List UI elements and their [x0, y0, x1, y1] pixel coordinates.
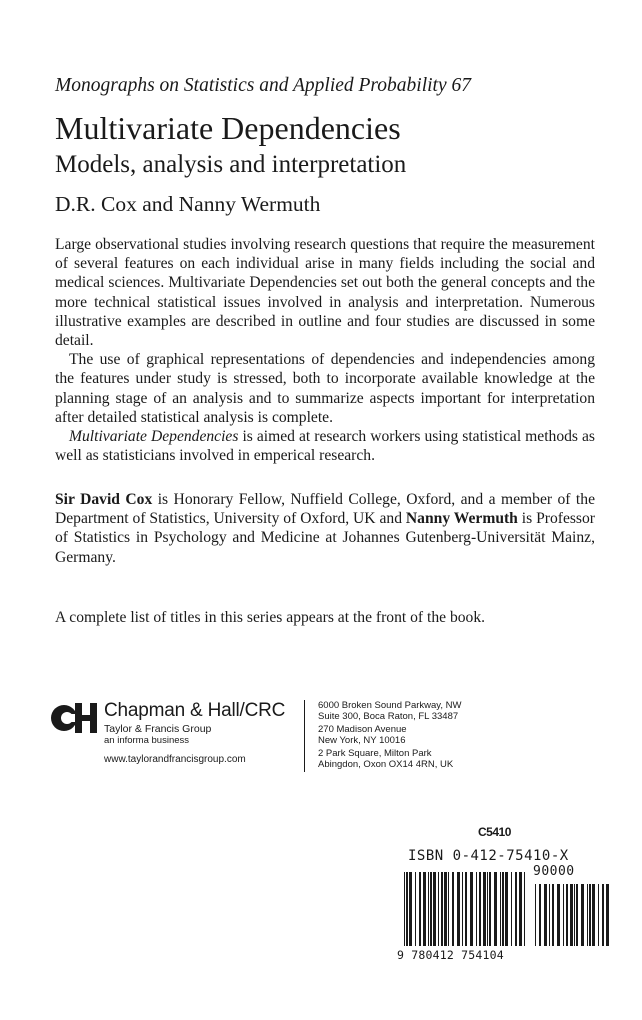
- barcode-bar: [539, 884, 541, 946]
- barcode-bar: [487, 872, 488, 946]
- barcode-bar: [441, 872, 443, 946]
- chapman-hall-logo-icon: [50, 700, 100, 736]
- address-line: Abingdon, Oxon OX14 4RN, UK: [318, 759, 454, 770]
- address-new-york: [318, 724, 461, 746]
- description-paragraph-3: [55, 427, 595, 465]
- address-line: 270 Madison Avenue: [318, 724, 407, 735]
- publisher-group: Taylor & Francis Group: [104, 723, 212, 735]
- barcode-bar: [566, 884, 568, 946]
- barcode-bar: [598, 884, 599, 946]
- barcode-bar: [489, 872, 491, 946]
- publisher-block: [104, 700, 285, 746]
- barcode-bar: [428, 872, 429, 946]
- series-note: A complete list of titles in this series appears at the front of the book.: [55, 609, 486, 626]
- barcode-bar: [606, 884, 609, 946]
- barcode-bar: [404, 872, 405, 946]
- publisher-addresses: [318, 700, 461, 772]
- barcode-bar: [465, 872, 467, 946]
- barcode-bar: [423, 872, 426, 946]
- isbn: ISBN 0-412-75410-X: [408, 848, 569, 864]
- barcode-bar: [483, 872, 486, 946]
- barcode-bar: [587, 884, 588, 946]
- address-line: New York, NY 10016: [318, 735, 406, 746]
- author-name-wermuth: Nanny Wermuth: [405, 510, 518, 528]
- barcode-bar: [570, 884, 573, 946]
- address-abingdon: [318, 748, 461, 770]
- barcode-bar: [502, 872, 504, 946]
- address-boca-raton: [318, 700, 461, 722]
- publisher-name: Chapman & Hall/CRC: [104, 700, 286, 721]
- barcode-bar: [433, 872, 436, 946]
- catalog-code: C5410: [478, 825, 511, 839]
- description-paragraph-1: Large observational studies involving research questions that require the measurement of several features on each individual arise in many fields including the social and medical sciences. Multivariate Dependencies set out both the general concepts and the more technical statistical issues involved in analysis and interpretation. Numerous illustrative examples are described in outline and four studies are discussed in some detail.: [55, 236, 595, 350]
- barcode-bar: [470, 872, 473, 946]
- barcode-bar: [552, 884, 554, 946]
- author-name-cox: Sir David Cox: [55, 491, 153, 508]
- barcode-bar: [535, 884, 536, 946]
- divider: [304, 700, 305, 772]
- barcode-bar: [524, 872, 525, 946]
- price-code: 90000: [533, 864, 575, 879]
- barcode-bar: [549, 884, 550, 946]
- description: [55, 235, 595, 465]
- book-subtitle: Models, analysis and interpretation: [55, 151, 407, 178]
- barcode-bar: [419, 872, 421, 946]
- barcode-bar: [452, 872, 454, 946]
- barcode-bar: [505, 872, 508, 946]
- barcode-bar: [494, 872, 497, 946]
- book-authors: D.R. Cox and Nanny Wermuth: [55, 192, 321, 216]
- bio-text-2: is Professor of Statistics in Psychology and Medicine at Johannes Gutenberg-Universität Mainz, Germany.: [55, 510, 595, 566]
- barcode-bar: [544, 884, 547, 946]
- barcode-bar: [592, 884, 595, 946]
- barcode-bar: [479, 872, 481, 946]
- publisher-website: www.taylorandfrancisgroup.com: [104, 754, 246, 765]
- barcode-bar: [519, 872, 522, 946]
- book-title-italic: Multivariate Dependencies: [69, 428, 239, 446]
- barcode-bar: [574, 884, 575, 946]
- barcode-bar: [515, 872, 517, 946]
- barcode-bar: [476, 872, 477, 946]
- barcode-bar: [438, 872, 439, 946]
- barcode-bar: [430, 872, 432, 946]
- address-line: 6000 Broken Sound Parkway, NW: [318, 700, 462, 711]
- barcode-bar: [406, 872, 408, 946]
- description-paragraph-3-text: is aimed at research workers using statistical methods as well as statisticians involved in emperical research.: [55, 428, 596, 465]
- barcode-bar: [563, 884, 564, 946]
- description-paragraph-2: The use of graphical representations of dependencies and independencies among the features under study is stressed, both to incorporate available knowledge at the planning stage of an analysis and to summarize aspects important for interpretation after detailed statistical analysis is complete.: [55, 351, 595, 426]
- author-bio: [55, 490, 595, 567]
- address-line: Suite 300, Boca Raton, FL 33487: [318, 711, 459, 722]
- barcode-bar: [457, 872, 460, 946]
- barcode-bar: [576, 884, 578, 946]
- barcode-bar: [557, 884, 560, 946]
- barcode-bar: [448, 872, 449, 946]
- barcode-bar: [602, 884, 604, 946]
- barcode-bar: [462, 872, 463, 946]
- book-title: Multivariate Dependencies: [55, 110, 401, 146]
- series-title: Monographs on Statistics and Applied Probability 67: [55, 75, 471, 96]
- address-line: 2 Park Square, Milton Park: [318, 748, 432, 759]
- barcode-bar: [415, 872, 416, 946]
- publisher-subline: an informa business: [104, 735, 190, 746]
- barcode-bar: [589, 884, 591, 946]
- barcode-bar: [444, 872, 447, 946]
- barcode-bar: [409, 872, 412, 946]
- barcode-digits: 9 780412 754104: [397, 948, 504, 962]
- bio-text-1: is Honorary Fellow, Nuffield College, Oxford, and a member of the Department of Statistics, University of Oxford, UK and: [55, 491, 595, 528]
- barcode-bar: [581, 884, 584, 946]
- barcode-bar: [511, 872, 512, 946]
- barcode-bar: [500, 872, 501, 946]
